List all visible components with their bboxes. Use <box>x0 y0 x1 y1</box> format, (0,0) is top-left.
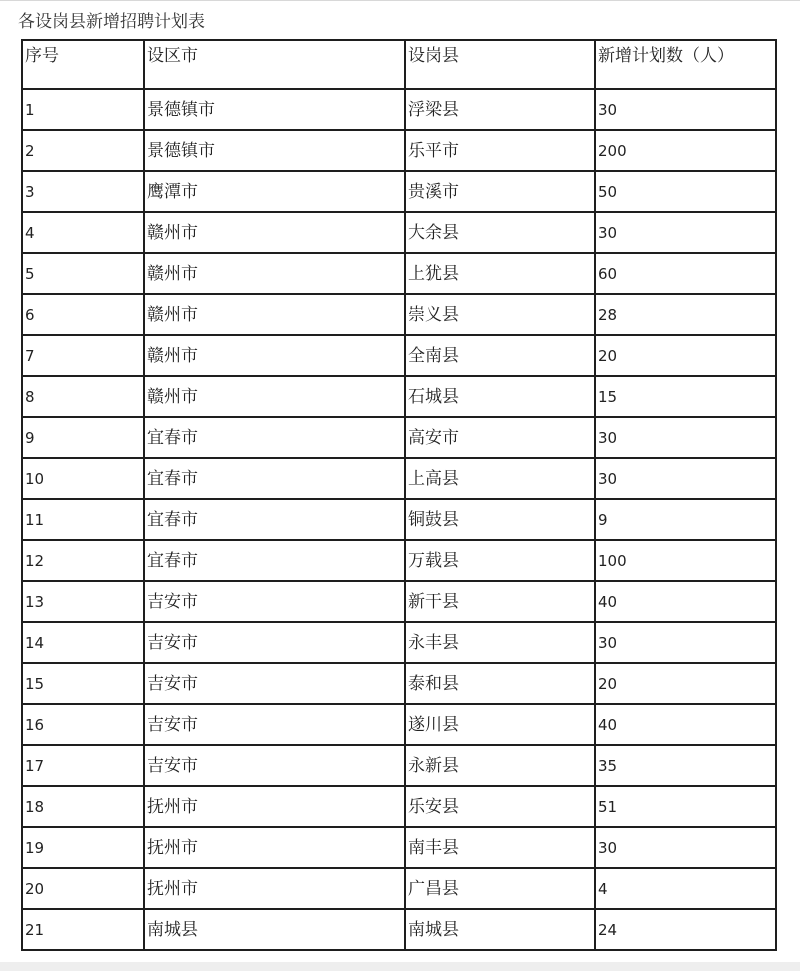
table-row <box>22 581 776 622</box>
table-row <box>22 663 776 704</box>
table-row <box>22 499 776 540</box>
cell-plan-count: 9 <box>595 499 776 540</box>
cell-plan-count: 30 <box>595 458 776 499</box>
table-row <box>22 212 776 253</box>
cell-plan-count: 20 <box>595 663 776 704</box>
cell-county: 浮梁县 <box>405 89 595 130</box>
header-cell-index: 序号 <box>22 40 144 89</box>
cell-county: 永丰县 <box>405 622 595 663</box>
cell-city: 吉安市 <box>144 663 405 704</box>
cell-city: 鹰潭市 <box>144 171 405 212</box>
table-row <box>22 909 776 950</box>
cell-plan-count: 35 <box>595 745 776 786</box>
cell-plan-count: 30 <box>595 212 776 253</box>
cell-county: 新干县 <box>405 581 595 622</box>
cell-plan-count: 4 <box>595 868 776 909</box>
cell-index: 5 <box>22 253 144 294</box>
cell-city: 宜春市 <box>144 417 405 458</box>
cell-city: 吉安市 <box>144 704 405 745</box>
cell-city: 南城县 <box>144 909 405 950</box>
table-row <box>22 294 776 335</box>
cell-plan-count: 20 <box>595 335 776 376</box>
cell-plan-count: 200 <box>595 130 776 171</box>
header-cell-county: 设岗县 <box>405 40 595 89</box>
cell-city: 赣州市 <box>144 335 405 376</box>
cell-plan-count: 28 <box>595 294 776 335</box>
cell-plan-count: 30 <box>595 89 776 130</box>
cell-county: 上高县 <box>405 458 595 499</box>
cell-index: 2 <box>22 130 144 171</box>
cell-plan-count: 30 <box>595 827 776 868</box>
cell-county: 大余县 <box>405 212 595 253</box>
top-divider <box>0 0 800 1</box>
cell-index: 15 <box>22 663 144 704</box>
cell-city: 吉安市 <box>144 581 405 622</box>
cell-city: 赣州市 <box>144 376 405 417</box>
cell-city: 吉安市 <box>144 622 405 663</box>
table-header-row <box>22 40 776 89</box>
cell-county: 铜鼓县 <box>405 499 595 540</box>
cell-city: 吉安市 <box>144 745 405 786</box>
header-cell-city: 设区市 <box>144 40 405 89</box>
cell-index: 6 <box>22 294 144 335</box>
table-caption: 各设岗县新增招聘计划表 <box>18 12 205 32</box>
cell-index: 18 <box>22 786 144 827</box>
cell-city: 抚州市 <box>144 868 405 909</box>
table-row <box>22 458 776 499</box>
cell-index: 19 <box>22 827 144 868</box>
table-row <box>22 704 776 745</box>
cell-city: 景德镇市 <box>144 130 405 171</box>
cell-index: 21 <box>22 909 144 950</box>
cell-city: 景德镇市 <box>144 89 405 130</box>
cell-index: 14 <box>22 622 144 663</box>
cell-county: 广昌县 <box>405 868 595 909</box>
cell-county: 乐安县 <box>405 786 595 827</box>
table-row <box>22 417 776 458</box>
table-row <box>22 540 776 581</box>
table-body <box>22 40 776 950</box>
cell-index: 12 <box>22 540 144 581</box>
cell-index: 1 <box>22 89 144 130</box>
table-row <box>22 622 776 663</box>
table-row <box>22 376 776 417</box>
cell-plan-count: 100 <box>595 540 776 581</box>
cell-county: 全南县 <box>405 335 595 376</box>
cell-city: 宜春市 <box>144 458 405 499</box>
cell-index: 4 <box>22 212 144 253</box>
table-row <box>22 130 776 171</box>
cell-city: 宜春市 <box>144 540 405 581</box>
cell-county: 南丰县 <box>405 827 595 868</box>
cell-county: 崇义县 <box>405 294 595 335</box>
table-row <box>22 89 776 130</box>
cell-county: 乐平市 <box>405 130 595 171</box>
recruitment-plan-table <box>21 39 777 951</box>
table-row <box>22 335 776 376</box>
header-cell-plan-count: 新增计划数（人） <box>595 40 776 89</box>
cell-city: 赣州市 <box>144 294 405 335</box>
cell-city: 抚州市 <box>144 827 405 868</box>
table-row <box>22 253 776 294</box>
cell-county: 贵溪市 <box>405 171 595 212</box>
cell-plan-count: 30 <box>595 622 776 663</box>
cell-county: 南城县 <box>405 909 595 950</box>
cell-index: 16 <box>22 704 144 745</box>
cell-plan-count: 15 <box>595 376 776 417</box>
table-row <box>22 868 776 909</box>
cell-plan-count: 40 <box>595 581 776 622</box>
cell-city: 宜春市 <box>144 499 405 540</box>
cell-plan-count: 50 <box>595 171 776 212</box>
table-row <box>22 745 776 786</box>
cell-plan-count: 30 <box>595 417 776 458</box>
cell-county: 石城县 <box>405 376 595 417</box>
table-row <box>22 786 776 827</box>
cell-index: 3 <box>22 171 144 212</box>
cell-county: 遂川县 <box>405 704 595 745</box>
cell-city: 赣州市 <box>144 212 405 253</box>
cell-plan-count: 24 <box>595 909 776 950</box>
cell-plan-count: 40 <box>595 704 776 745</box>
table-row <box>22 171 776 212</box>
cell-index: 17 <box>22 745 144 786</box>
bottom-edge <box>0 962 800 971</box>
cell-index: 7 <box>22 335 144 376</box>
cell-plan-count: 51 <box>595 786 776 827</box>
cell-county: 上犹县 <box>405 253 595 294</box>
cell-index: 20 <box>22 868 144 909</box>
cell-index: 11 <box>22 499 144 540</box>
cell-index: 13 <box>22 581 144 622</box>
cell-index: 10 <box>22 458 144 499</box>
cell-index: 9 <box>22 417 144 458</box>
cell-city: 抚州市 <box>144 786 405 827</box>
cell-county: 高安市 <box>405 417 595 458</box>
table-row <box>22 827 776 868</box>
cell-county: 泰和县 <box>405 663 595 704</box>
cell-city: 赣州市 <box>144 253 405 294</box>
cell-index: 8 <box>22 376 144 417</box>
cell-county: 万载县 <box>405 540 595 581</box>
cell-county: 永新县 <box>405 745 595 786</box>
cell-plan-count: 60 <box>595 253 776 294</box>
